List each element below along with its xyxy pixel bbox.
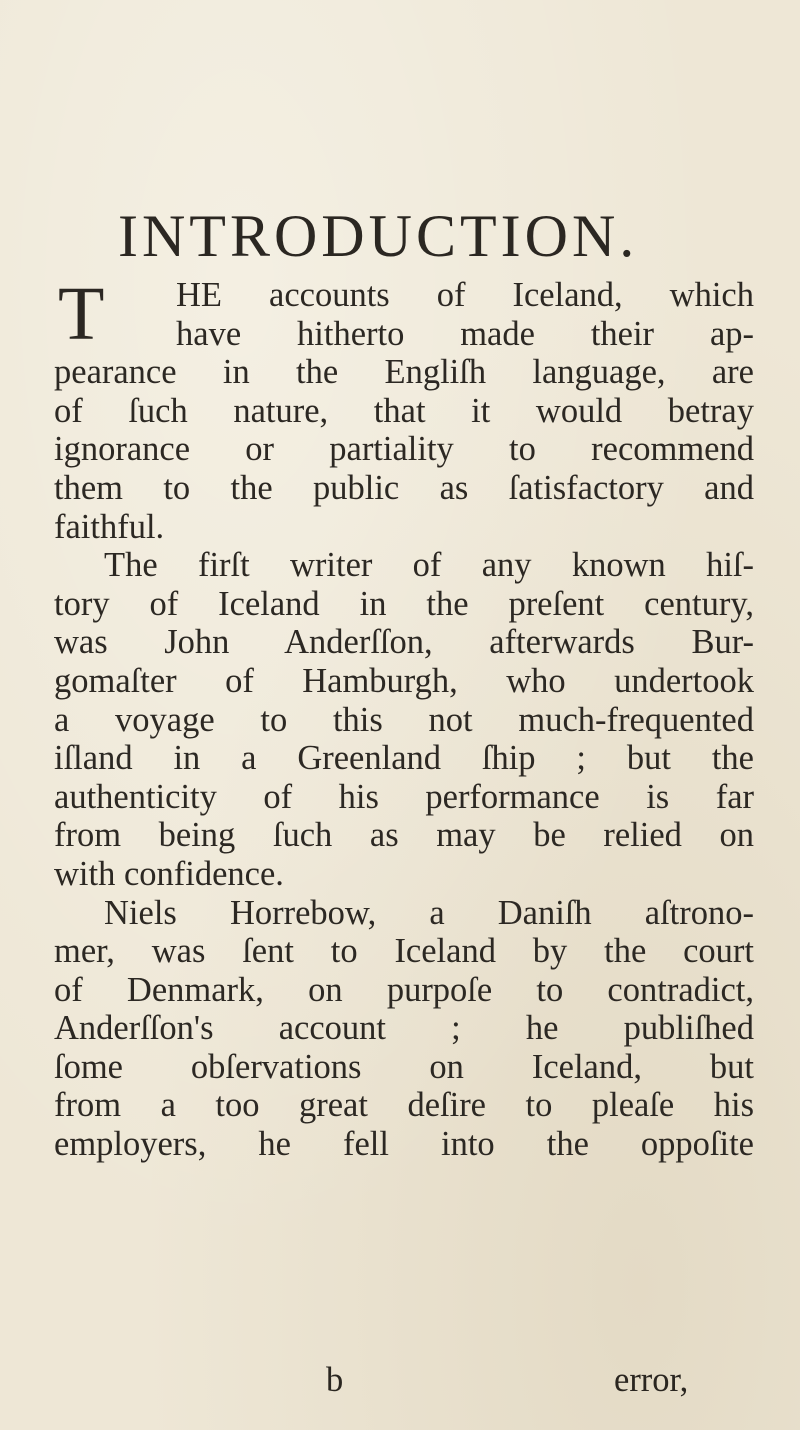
text-line: pearance in the Engliſh language, are bbox=[54, 353, 754, 392]
text-line: Niels Horrebow, a Daniſh aſtrono- bbox=[104, 893, 754, 932]
text-line: was John Anderſſon, afterwards Bur- bbox=[54, 623, 754, 662]
text-line: ſome obſervations on Iceland, but bbox=[54, 1047, 754, 1086]
text-line: from a too great deſire to pleaſe his bbox=[54, 1086, 754, 1125]
page-title: INTRODUCTION. bbox=[118, 203, 639, 269]
text-line: employers, he fell into the oppoſite bbox=[54, 1125, 754, 1164]
text-line: HE accounts of Iceland, which bbox=[176, 276, 754, 314]
text-line: gomaſter of Hamburgh, who undertook bbox=[54, 661, 754, 700]
text-line: of ſuch nature, that it would betray bbox=[54, 391, 754, 430]
catchword: error, bbox=[614, 1361, 689, 1399]
signature-mark: b bbox=[326, 1361, 344, 1399]
text-line: iſland in a Greenland ſhip ; but the bbox=[54, 739, 754, 778]
text-line: with confidence. bbox=[54, 854, 284, 893]
body-text bbox=[54, 272, 754, 1164]
text-line: have hitherto made their ap- bbox=[176, 314, 754, 353]
text-line: of Denmark, on purpoſe to contradict, bbox=[54, 970, 754, 1009]
page-footer bbox=[54, 1361, 754, 1399]
text-line: faithful. bbox=[54, 507, 165, 546]
text-line: ignorance or partiality to recommend bbox=[54, 430, 754, 469]
text-line: from being ſuch as may be relied on bbox=[54, 816, 754, 855]
drop-cap-initial: T bbox=[58, 272, 105, 356]
text-line: them to the public as ſatisfactory and bbox=[54, 468, 754, 507]
text-line: authenticity of his performance is far bbox=[54, 777, 754, 816]
text-line: a voyage to this not much-frequented bbox=[54, 700, 754, 739]
text-line: The firſt writer of any known hiſ- bbox=[104, 546, 754, 585]
text-line: mer, was ſent to Iceland by the court bbox=[54, 932, 754, 971]
text-line: tory of Iceland in the preſent century, bbox=[54, 584, 754, 623]
text-line: Anderſſon's account ; he publiſhed bbox=[54, 1009, 754, 1048]
